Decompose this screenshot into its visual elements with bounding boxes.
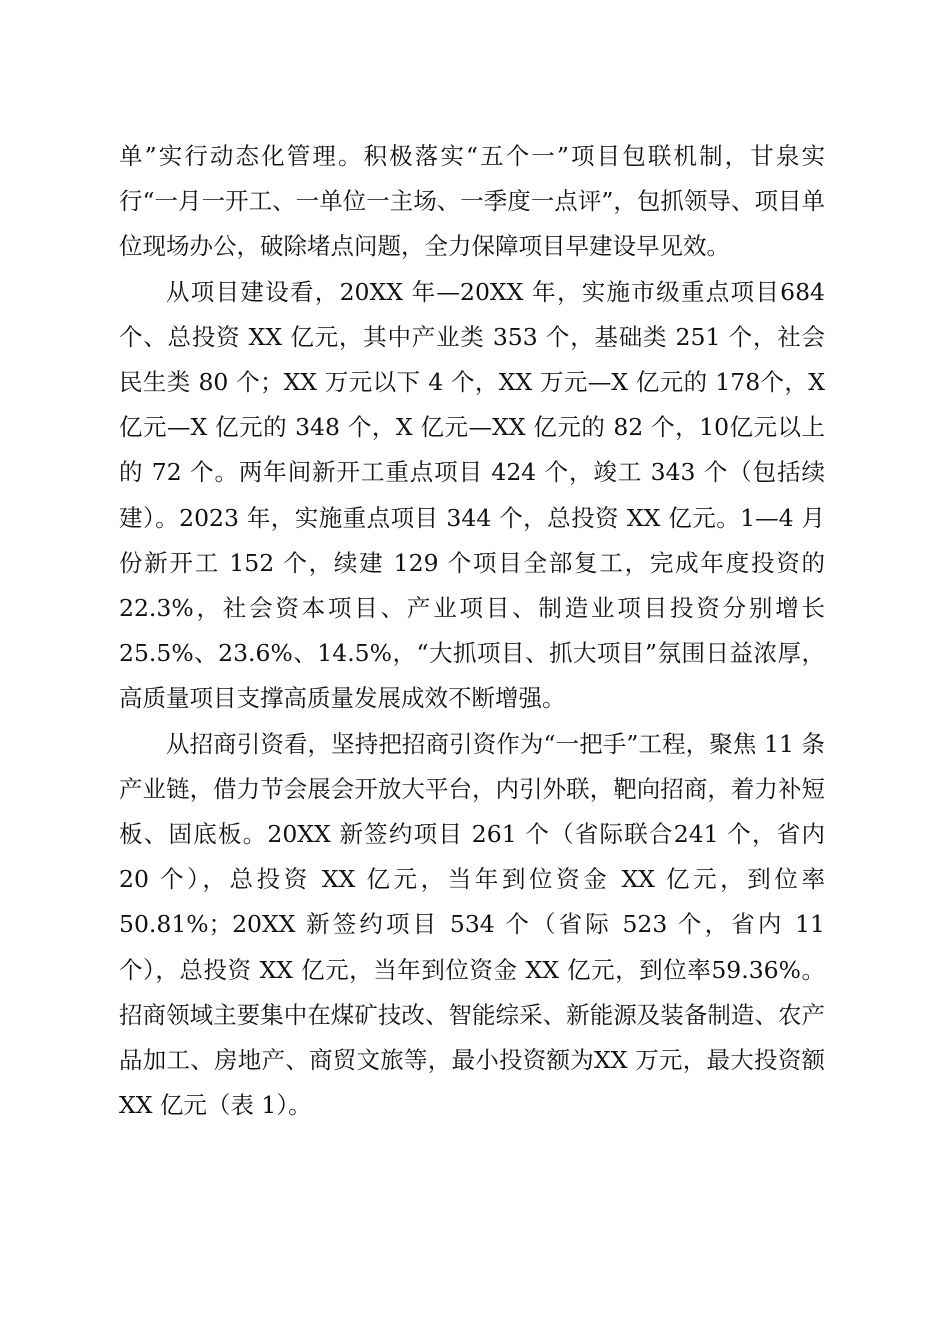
paragraph-project-construction: 从项目建设看，20XX 年—20XX 年，实施市级重点项目684 个、总投资 XX 亿元，其中产业类 353 个，基础类 251 个，社会民生类 80 个；XX 万元以下 4 个，XX 万元—X 亿元的 178个，X 亿元—X 亿元的 348 个，X 亿元—XX 亿元的 82 个，10亿元以上的 72 个。两年间新开工重点项目 424 个，竣工 343 个（包括续建）。2023 年，实施重点项目 344 个，总投资 XX 亿元。1—4 月份新开工 152 个，续建 129 个项目全部复工，完成年度投资的 22.3%，社会资本项目、产业项目、制造业项目投资分别增长 25.5%、23.6%、14.5%，“大抓项目、抓大项目”氛围日益浓厚，高质量项目支撑高质量发展成效不断增强。 (119, 277, 825, 713)
document-body (119, 134, 825, 1128)
paragraph-investment-attraction: 从招商引资看，坚持把招商引资作为“一把手”工程，聚焦 11 条产业链，借力节会展会开放大平台，内引外联，靶向招商，着力补短板、固底板。20XX 新签约项目 261 个（省际联合241 个，省内 20 个），总投资 XX 亿元，当年到位资金 XX 亿元，到位率 50.81%；20XX 新签约项目 534 个（省际 523 个，省内 11 个），总投资 XX 亿元，当年到位资金 XX 亿元，到位率59.36%。招商领域主要集中在煤矿技改、智能综采、新能源及装备制造、农产品加工、房地产、商贸文旅等，最小投资额为XX 万元，最大投资额 XX 亿元（表 1）。 (119, 729, 825, 1120)
paragraph-continuation: 单”实行动态化管理。积极落实“五个一”项目包联机制，甘泉实行“一月一开工、一单位一主场、一季度一点评”，包抓领导、项目单位现场办公，破除堵点问题，全力保障项目早建设早见效。 (119, 142, 825, 261)
